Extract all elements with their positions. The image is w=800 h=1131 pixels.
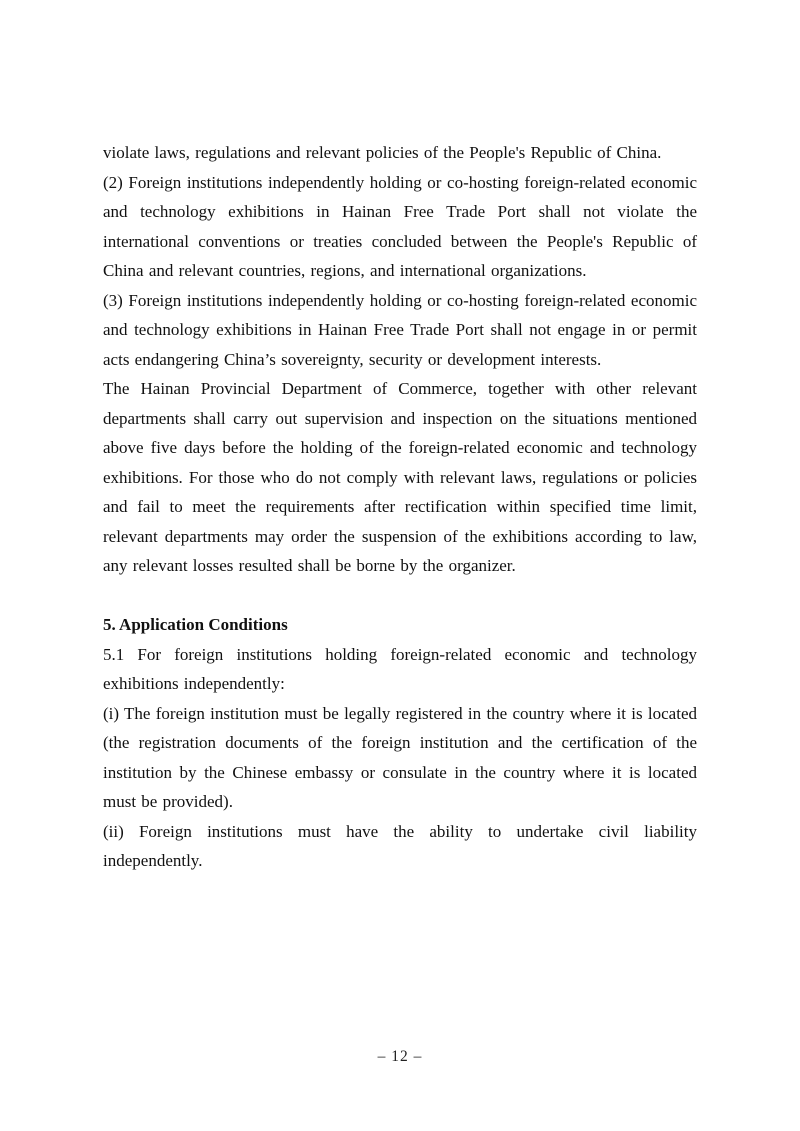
page-number: – 12 – xyxy=(377,1048,423,1065)
paragraph: (i) The foreign institution must be legally registered in the country where it is located (the registration documents of the foreign institution and the certification of the institution by the Chinese embassy or consulate in the country where it is located must be provided). xyxy=(103,703,697,811)
paragraph: (3) Foreign institutions independently holding or co-hosting foreign-related economic and technology exhibitions in Hainan Free Trade Port shall not engage in or permit acts endangering China’s sovereignty, security or development interests. xyxy=(103,290,697,369)
paragraph: violate laws, regulations and relevant policies of the People's Republic of China. xyxy=(103,143,662,162)
paragraph: 5.1 For foreign institutions holding foreign-related economic and technology exhibitions independently: xyxy=(103,644,697,693)
section-heading: 5. Application Conditions xyxy=(103,615,288,634)
paragraph: (2) Foreign institutions independently holding or co-hosting foreign-related economic and technology exhibitions in Hainan Free Trade Port shall not violate the international conventions or treaties concluded between the People's Republic of China and relevant countries, regions, and international organizations. xyxy=(103,172,697,280)
paragraph: The Hainan Provincial Department of Commerce, together with other relevant departments shall carry out supervision and inspection on the situations mentioned above five days before the holding of the foreign-related economic and technology exhibitions. For those who do not comply with relevant laws, regulations or policies and fail to meet the requirements after rectification within specified time limit, relevant departments may order the suspension of the exhibitions according to law, any relevant losses resulted shall be borne by the organizer. xyxy=(103,379,697,575)
paragraph: (ii) Foreign institutions must have the ability to undertake civil liability independently. xyxy=(103,821,697,870)
blank-line xyxy=(103,581,697,611)
page-body xyxy=(103,138,697,876)
